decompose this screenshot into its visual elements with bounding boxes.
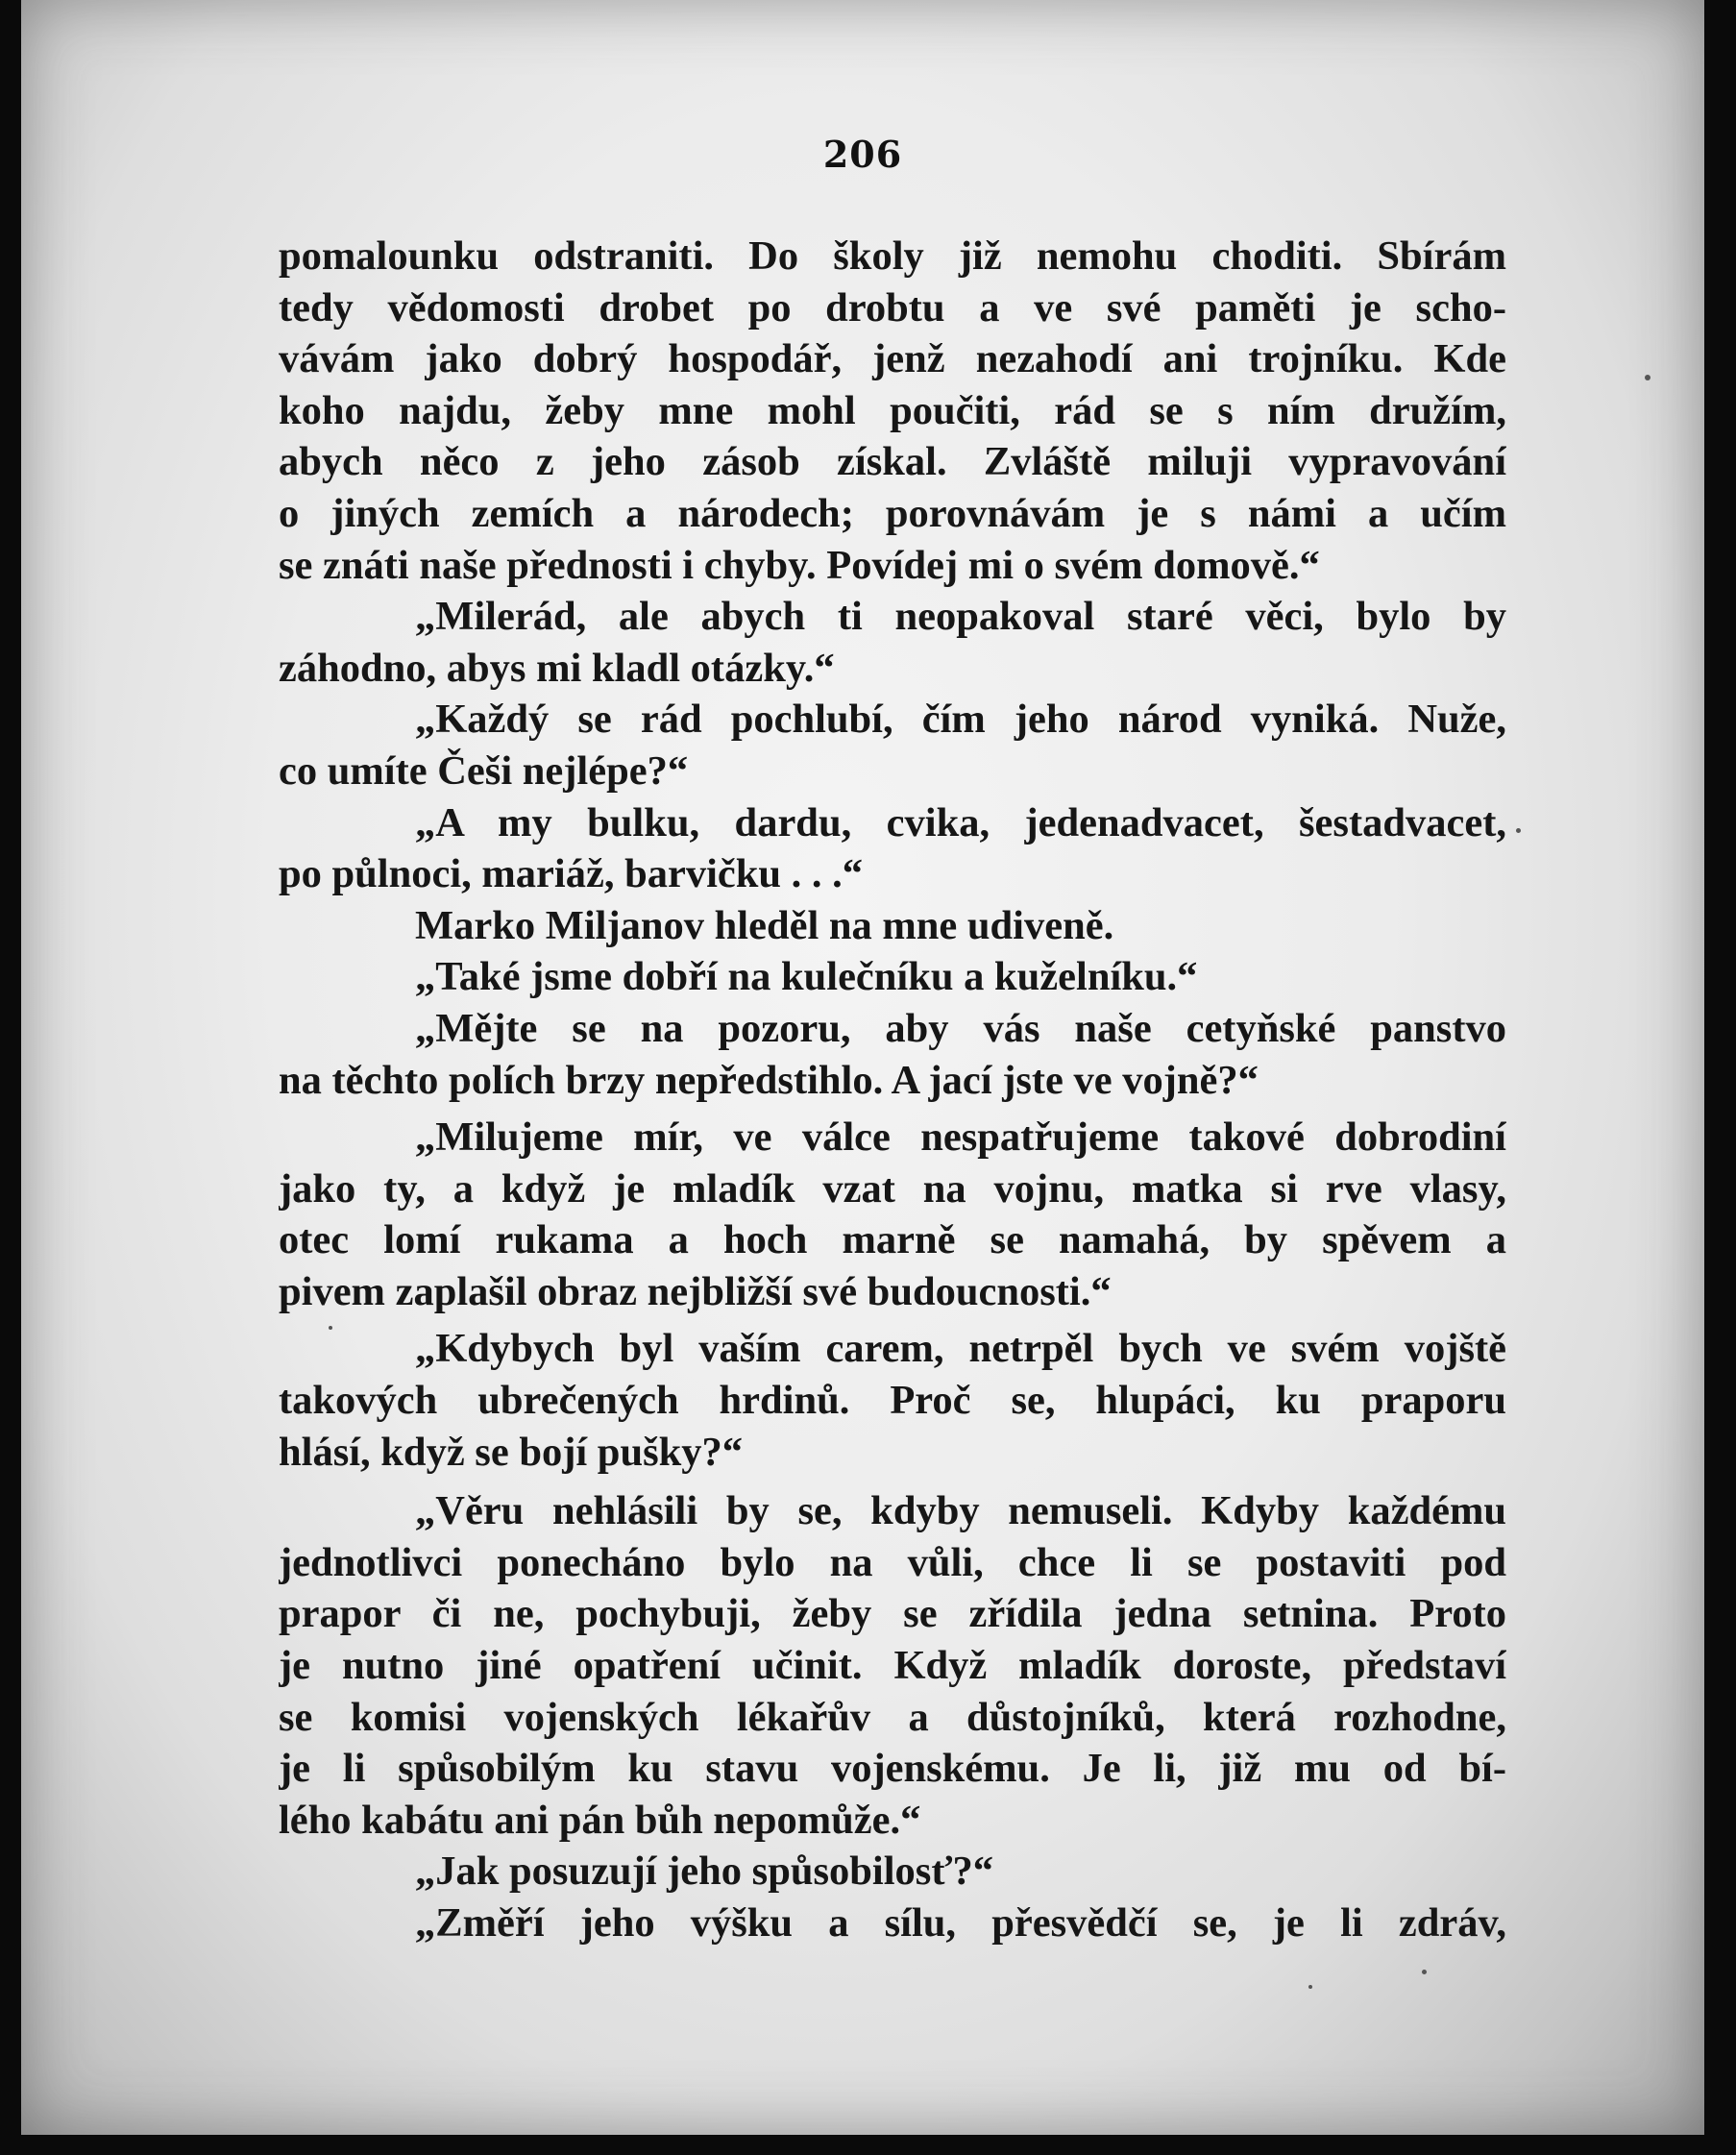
paragraph-first-line: „Mějte se na pozoru, aby vás naše cetyňské panstvo xyxy=(415,1005,1506,1051)
text-line: vávám jako dobrý hospodář, jenž nezahodí ani trojníku. Kde xyxy=(279,336,1506,382)
paragraph-first-line: Marko Miljanov hleděl na mne udiveně. xyxy=(415,902,1114,948)
paragraph-first-line: „Věru nehlásili by se, kdyby nemuseli. Kdyby každému xyxy=(415,1488,1506,1534)
text-line: je nutno jiné opatření učinit. Když mladík doroste, představí xyxy=(279,1643,1506,1689)
text-line: koho najdu, žeby mne mohl poučiti, rád se s ním družím, xyxy=(279,387,1506,433)
paragraph-first-line: „A my bulku, dardu, cvika, jedenadvacet, šestadvacet, xyxy=(415,799,1506,845)
paragraph-first-line: „Milerád, ale abych ti neopakoval staré věci, bylo by xyxy=(415,594,1506,640)
paragraph-first-line: „Milujeme mír, ve válce nespatřujeme takové dobrodiní xyxy=(415,1114,1506,1161)
text-line: pivem zaplašil obraz nejbližší své budoucnosti.“ xyxy=(279,1268,1112,1314)
text-line: abych něco z jeho zásob získal. Zvláště miluji vypravování xyxy=(279,439,1506,485)
paragraph-first-line: „Jak posuzují jeho spůsobilosť?“ xyxy=(415,1849,993,1895)
paragraph-first-line: „Také jsme dobří na kulečníku a kuželníku.“ xyxy=(415,954,1198,1000)
text-line: hlásí, když se bojí pušky?“ xyxy=(279,1429,744,1475)
book-page xyxy=(21,0,1704,2135)
text-line: otec lomí rukama a hoch marně se namahá, by spěvem a xyxy=(279,1217,1506,1263)
paper-speck xyxy=(1645,375,1650,380)
text-line: jednotlivci ponecháno bylo na vůli, chce li se postaviti pod xyxy=(279,1539,1506,1585)
text-line: záhodno, abys mi kladl otázky.“ xyxy=(279,645,835,691)
page-number: 206 xyxy=(822,133,903,176)
paragraph-first-line: „Každý se rád pochlubí, čím jeho národ vyniká. Nuže, xyxy=(415,697,1506,743)
text-line: po půlnoci, mariáž, barvičku . . .“ xyxy=(279,851,864,897)
paper-speck xyxy=(1308,1985,1312,1989)
text-line: na těchto polích brzy nepředstihlo. A jací jste ve vojně?“ xyxy=(279,1057,1259,1103)
page-body-text xyxy=(279,231,1506,1949)
text-line: takových ubrečených hrdinů. Proč se, hlupáci, ku praporu xyxy=(279,1378,1506,1424)
paper-speck xyxy=(1516,828,1521,833)
text-line: lého kabátu ani pán bůh nepomůže.“ xyxy=(279,1797,921,1843)
text-line: pomalounku odstraniti. Do školy již nemohu choditi. Sbírám xyxy=(279,233,1506,279)
text-line: tedy vědomosti drobet po drobtu a ve své paměti je scho- xyxy=(279,284,1506,331)
text-line: je li spůsobilým ku stavu vojenskému. Je li, již mu od bí- xyxy=(279,1746,1506,1792)
paper-speck xyxy=(329,1326,332,1330)
text-line: se komisi vojenských lékařův a důstojníků, která rozhodne, xyxy=(279,1694,1506,1740)
text-line: o jiných zemích a národech; porovnávám je s námi a učím xyxy=(279,490,1506,536)
text-line: co umíte Češi nejlépe?“ xyxy=(279,747,689,794)
paper-speck xyxy=(1422,1970,1427,1974)
text-line: prapor či ne, pochybuji, žeby se zřídila jedna setnina. Proto xyxy=(279,1591,1506,1637)
paragraph-first-line: „Změří jeho výšku a sílu, přesvědčí se, je li zdráv, xyxy=(415,1900,1506,1946)
text-line: se znáti naše přednosti i chyby. Povídej mi o svém domově.“ xyxy=(279,542,1320,588)
text-line: jako ty, a když je mladík vzat na vojnu, matka si rve vlasy, xyxy=(279,1165,1506,1212)
paragraph-first-line: „Kdybych byl vaším carem, netrpěl bych ve svém vojště xyxy=(415,1326,1506,1372)
